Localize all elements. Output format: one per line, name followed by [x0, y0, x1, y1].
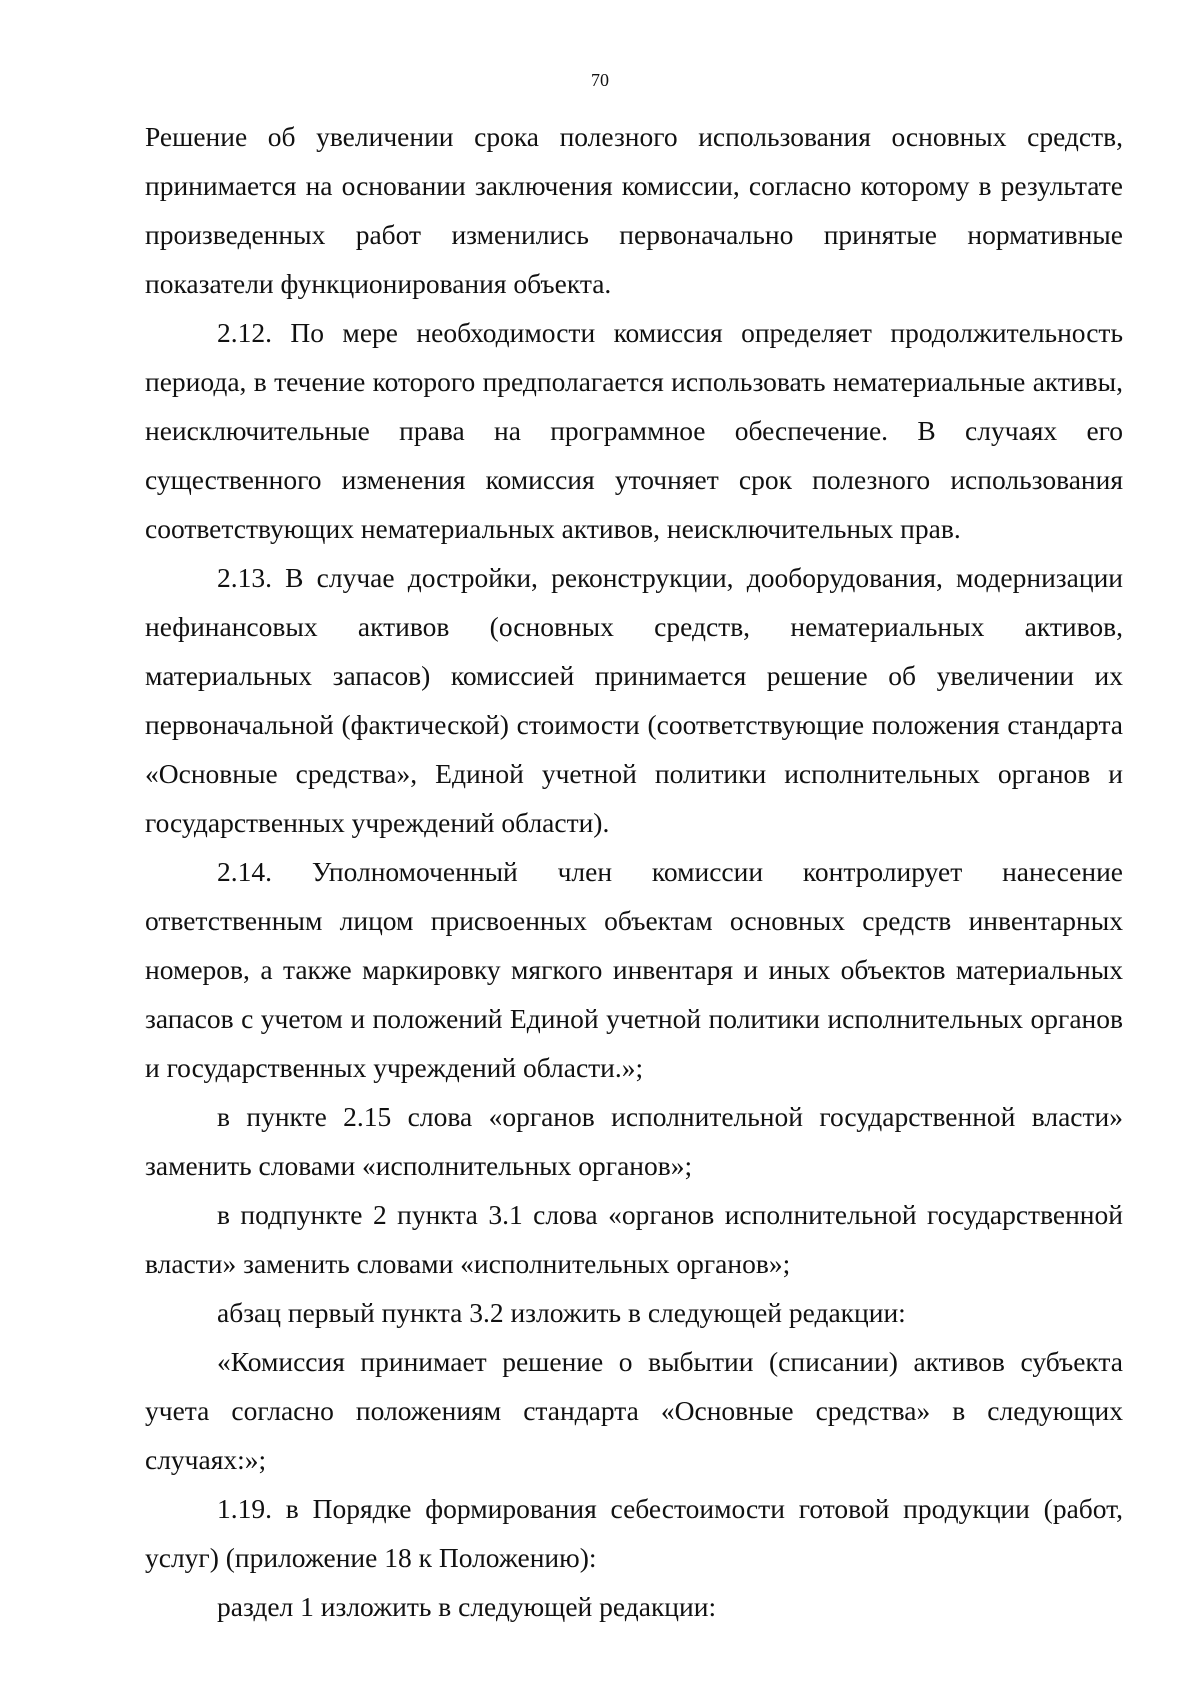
paragraph-2-12: 2.12. По мере необходимости комиссия определяет продолжительность периода, в течение которого предполагается использовать нематериальные активы, неисключительные права на программное обеспечение. В случаях его существенного изменения комиссия уточняет срок полезного использования соответствующих нематериальных активов, неисключительных прав. [145, 317, 1123, 544]
paragraph-continuation: Решение об увеличении срока полезного использования основных средств, принимается на основании заключения комиссии, согласно которому в результате произведенных работ изменились первоначально принятые нормативные показатели функционирования объекта. [145, 121, 1123, 299]
paragraph-2-13: 2.13. В случае достройки, реконструкции, дооборудования, модернизации нефинансовых активов (основных средств, нематериальных активов, материальных запасов) комиссией принимается решение об увеличении их первоначальной (фактической) стоимости (соответствующие положения стандарта «Основные средства», Единой учетной политики исполнительных органов и государственных учреждений области). [145, 562, 1123, 838]
paragraph-1-19: 1.19. в Порядке формирования себестоимости готовой продукции (работ, услуг) (приложение 18 к Положению): [145, 1493, 1123, 1573]
paragraph-quote-commission: «Комиссия принимает решение о выбытии (списании) активов субъекта учета согласно положениям стандарта «Основные средства» в следующих случаях:»; [145, 1346, 1123, 1475]
page-number: 70 [591, 70, 609, 90]
paragraph-section-1: раздел 1 изложить в следующей редакции: [217, 1591, 717, 1622]
paragraph-2-14: 2.14. Уполномоченный член комиссии контролирует нанесение ответственным лицом присвоенных объектам основных средств инвентарных номеров, а также маркировку мягкого инвентаря и иных объектов материальных запасов с учетом и положений Единой учетной политики исполнительных органов и государственных учреждений области.»; [145, 856, 1123, 1083]
paragraph-amend-2-15: в пункте 2.15 слова «органов исполнительной государственной власти» заменить словами «исполнительных органов»; [145, 1101, 1123, 1181]
paragraph-amend-3-1: в подпункте 2 пункта 3.1 слова «органов исполнительной государственной власти» заменить словами «исполнительных органов»; [145, 1199, 1123, 1279]
paragraph-amend-3-2: абзац первый пункта 3.2 изложить в следующей редакции: [217, 1297, 906, 1328]
document-body [145, 112, 1123, 1631]
